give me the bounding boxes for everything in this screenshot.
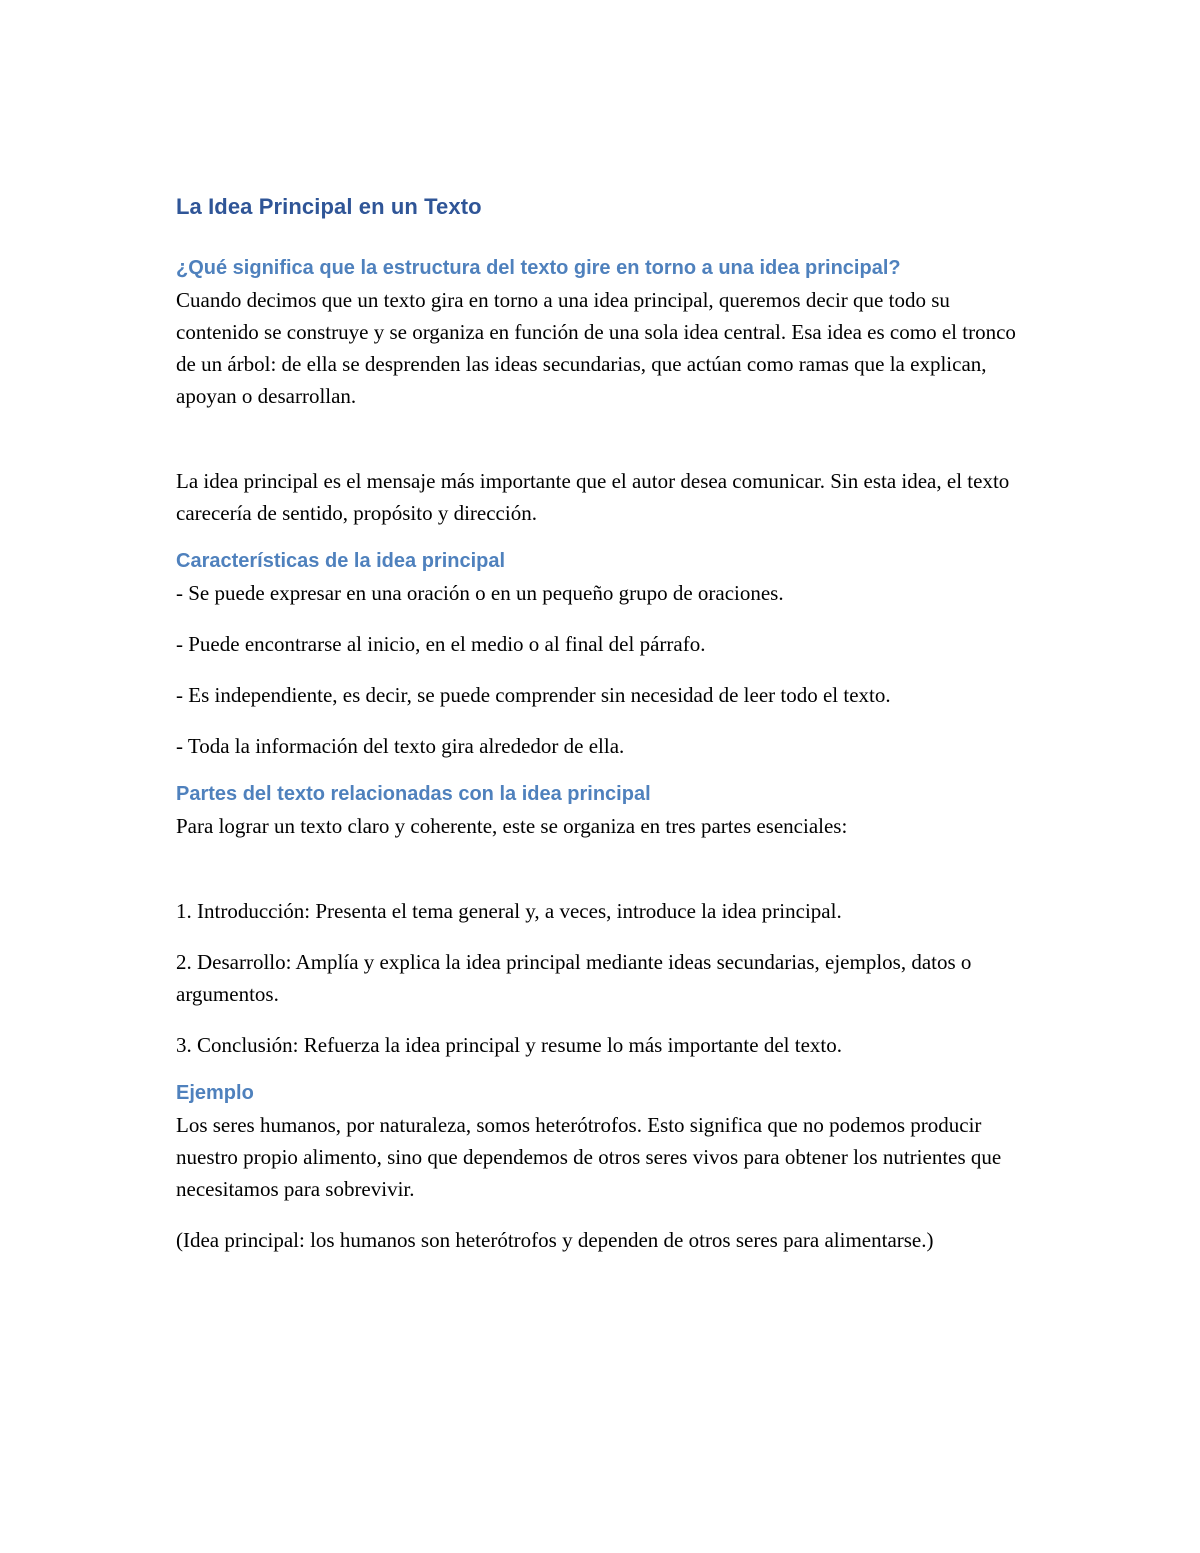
paragraph-parts-intro: Para lograr un texto claro y coherente, este se organiza en tres partes esenciales: [176, 814, 848, 838]
list-item: - Toda la información del texto gira alrededor de ella. [176, 734, 625, 758]
list-item: - Puede encontrarse al inicio, en el medio o al final del párrafo. [176, 632, 706, 656]
list-item: 2. Desarrollo: Amplía y explica la idea principal mediante ideas secundarias, ejemplos, datos o argumentos. [176, 950, 972, 1006]
list-item: 3. Conclusión: Refuerza la idea principal y resume lo más importante del texto. [176, 1033, 842, 1057]
list-item: - Es independiente, es decir, se puede comprender sin necesidad de leer todo el texto. [176, 683, 891, 707]
section-heading-characteristics: Características de la idea principal [176, 550, 506, 572]
list-item: - Se puede expresar en una oración o en un pequeño grupo de oraciones. [176, 581, 784, 605]
paragraph-structure-explanation: Cuando decimos que un texto gira en torno a una idea principal, queremos decir que todo su contenido se construye y se organiza en función de una sola idea central. Esa idea es como el tronco de un árbol: de ella se desprenden las ideas secundarias, que actúan como ramas que la explican, apoyan o desarrollan. [176, 288, 1016, 408]
section-heading-example: Ejemplo [176, 1082, 254, 1104]
blank-line [176, 842, 1036, 895]
paragraph-example-note: (Idea principal: los humanos son heterótrofos y dependen de otros seres para alimentarse.) [176, 1228, 934, 1252]
list-item: 1. Introducción: Presenta el tema general y, a veces, introduce la idea principal. [176, 899, 842, 923]
document-title: La Idea Principal en un Texto [176, 194, 482, 219]
section-heading-structure: ¿Qué significa que la estructura del texto gire en torno a una idea principal? [176, 257, 901, 279]
document-body [176, 192, 1036, 1256]
paragraph-main-idea-definition: La idea principal es el mensaje más importante que el autor desea comunicar. Sin esta idea, el texto carecería de sentido, propósito y dirección. [176, 469, 1010, 525]
section-heading-parts: Partes del texto relacionadas con la idea principal [176, 783, 651, 805]
paragraph-example: Los seres humanos, por naturaleza, somos heterótrofos. Esto significa que no podemos producir nuestro propio alimento, sino que dependemos de otros seres vivos para obtener los nutrientes que necesitamos para sobrevivir. [176, 1113, 1002, 1201]
blank-line [176, 412, 1036, 465]
